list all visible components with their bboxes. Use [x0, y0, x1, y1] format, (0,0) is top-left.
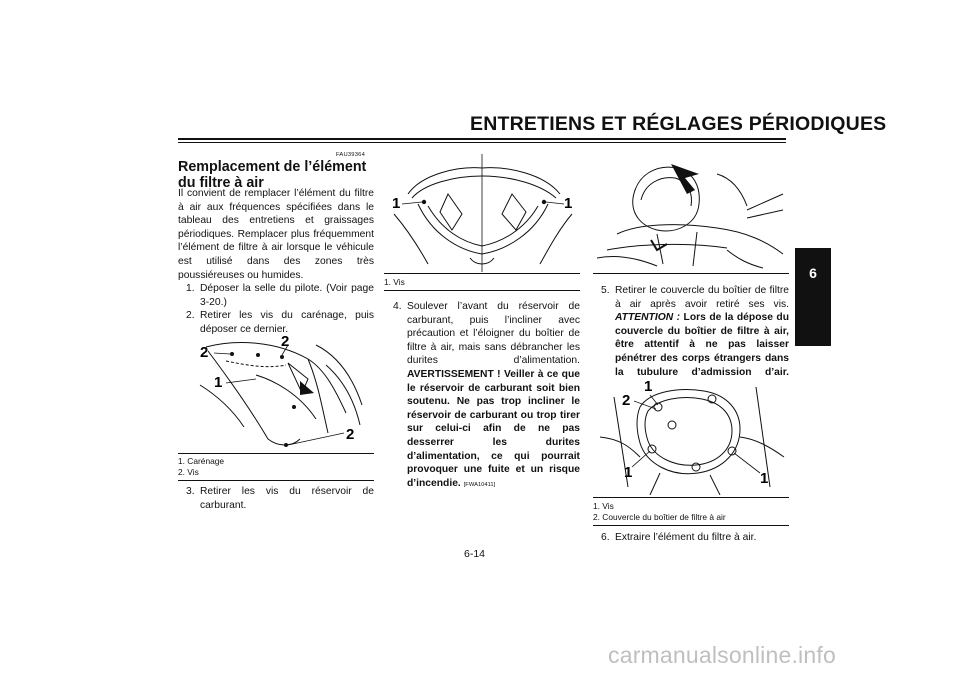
figure-callout: 1	[624, 464, 633, 481]
step-number: 1.	[186, 283, 195, 294]
figure-callout: 1	[760, 470, 769, 487]
step-number: 2.	[186, 310, 195, 321]
caption-rule	[593, 525, 789, 526]
step-text: Retirer les vis du carénage, puis déposer ce dernier.	[200, 310, 374, 335]
header-rule	[178, 138, 786, 140]
figure-fairing-screws	[196, 335, 366, 453]
figure-callout: 2	[622, 392, 631, 409]
step-text: Retirer le couvercle du boîtier de filtre à air après avoir retiré ses vis.	[615, 285, 789, 310]
figure-callout: 1	[644, 378, 653, 395]
attention-label: ATTENTION :	[615, 312, 681, 324]
step-text: Retirer les vis du réservoir de carburant.	[200, 486, 374, 511]
figure-caption: 1. Vis	[384, 277, 405, 287]
caption-rule	[178, 453, 374, 454]
step-text: Extraire l’élément du filtre à air.	[615, 532, 757, 543]
caption-rule	[384, 273, 580, 274]
watermark: carmanualsonline.info	[608, 642, 836, 668]
step-number: 6.	[601, 532, 610, 543]
page-header-title: ENTRETIENS ET RÉGLAGES PÉRIODIQUES	[470, 113, 887, 135]
page-number: 6-14	[464, 548, 486, 560]
step-4	[393, 300, 580, 492]
figure-caption: 2. Vis	[178, 467, 199, 477]
figure-callout: 1	[564, 195, 573, 212]
section-intro: Il convient de remplacer l’élément du filtre à air aux fréquences spécifiées dans le tableau des entretiens et graissages périodiques. Remplacer plus fréquemment l’élément de filtre à air lorsque le véhicule est utilisé dans des zones très poussiéreuses ou humides.	[178, 188, 374, 281]
warning-ref: [FWA10411]	[463, 481, 496, 488]
caption-rule	[593, 497, 789, 498]
header-rule-thin	[178, 142, 786, 143]
caption-rule	[178, 480, 374, 481]
caption-rule	[593, 273, 789, 274]
attention-ref: [FCA12881]	[615, 384, 646, 391]
step-6	[601, 531, 789, 545]
section-title: Remplacement de l’élément du filtre à air	[178, 159, 367, 191]
figure-callout: 1	[214, 374, 223, 391]
step-1	[186, 282, 374, 309]
step-number: 4.	[393, 301, 402, 312]
figure-callout: 1	[392, 195, 401, 212]
figure-caption: 1. Carénage	[178, 456, 225, 466]
figure-callout: 2	[346, 426, 355, 443]
step-text: Déposer la selle du pilote. (Voir page 3-20.)	[200, 283, 374, 308]
figure-fuel-tank-screws	[388, 154, 578, 272]
chapter-tab	[795, 248, 831, 346]
figure-callout: 2	[200, 344, 209, 361]
section-code: FAU39364	[336, 152, 365, 158]
caption-rule	[384, 290, 580, 291]
step-number: 5.	[601, 285, 610, 296]
figure-air-filter-cover	[600, 377, 785, 495]
step-number: 3.	[186, 486, 195, 497]
chapter-tab-number: 6	[809, 265, 817, 281]
warning-text: AVERTISSEMENT ! Veiller à ce que le réservoir de carburant soit bien soutenu. Ne pas trop incliner le réservoir de carburant ou trop tirer sur celui-ci afin de ne pas desserrer les durites d’alimentation, ce qui pourrait provoquer une fuite et un risque d’incendie.	[407, 368, 580, 489]
step-3	[186, 485, 374, 512]
attention-text: Lors de la dépose du couvercle du boîtier de filtre à air, être attentif à ne pas laisser pénétrer des corps étrangers dans la tubulure d’admission d’air.	[615, 312, 789, 378]
figure-callout: 2	[281, 335, 290, 350]
figure-tank-lifted	[597, 154, 787, 272]
step-2	[186, 309, 374, 336]
figure-caption: 1. Vis	[593, 501, 614, 511]
step-text: Soulever l’avant du réservoir de carburant, puis l’incliner avec précaution et l’éloigner du boîtier de filtre à air, mais sans débrancher les durites d’alimentation.	[407, 301, 580, 367]
figure-caption: 2. Couvercle du boîtier de filtre à air	[593, 512, 726, 522]
